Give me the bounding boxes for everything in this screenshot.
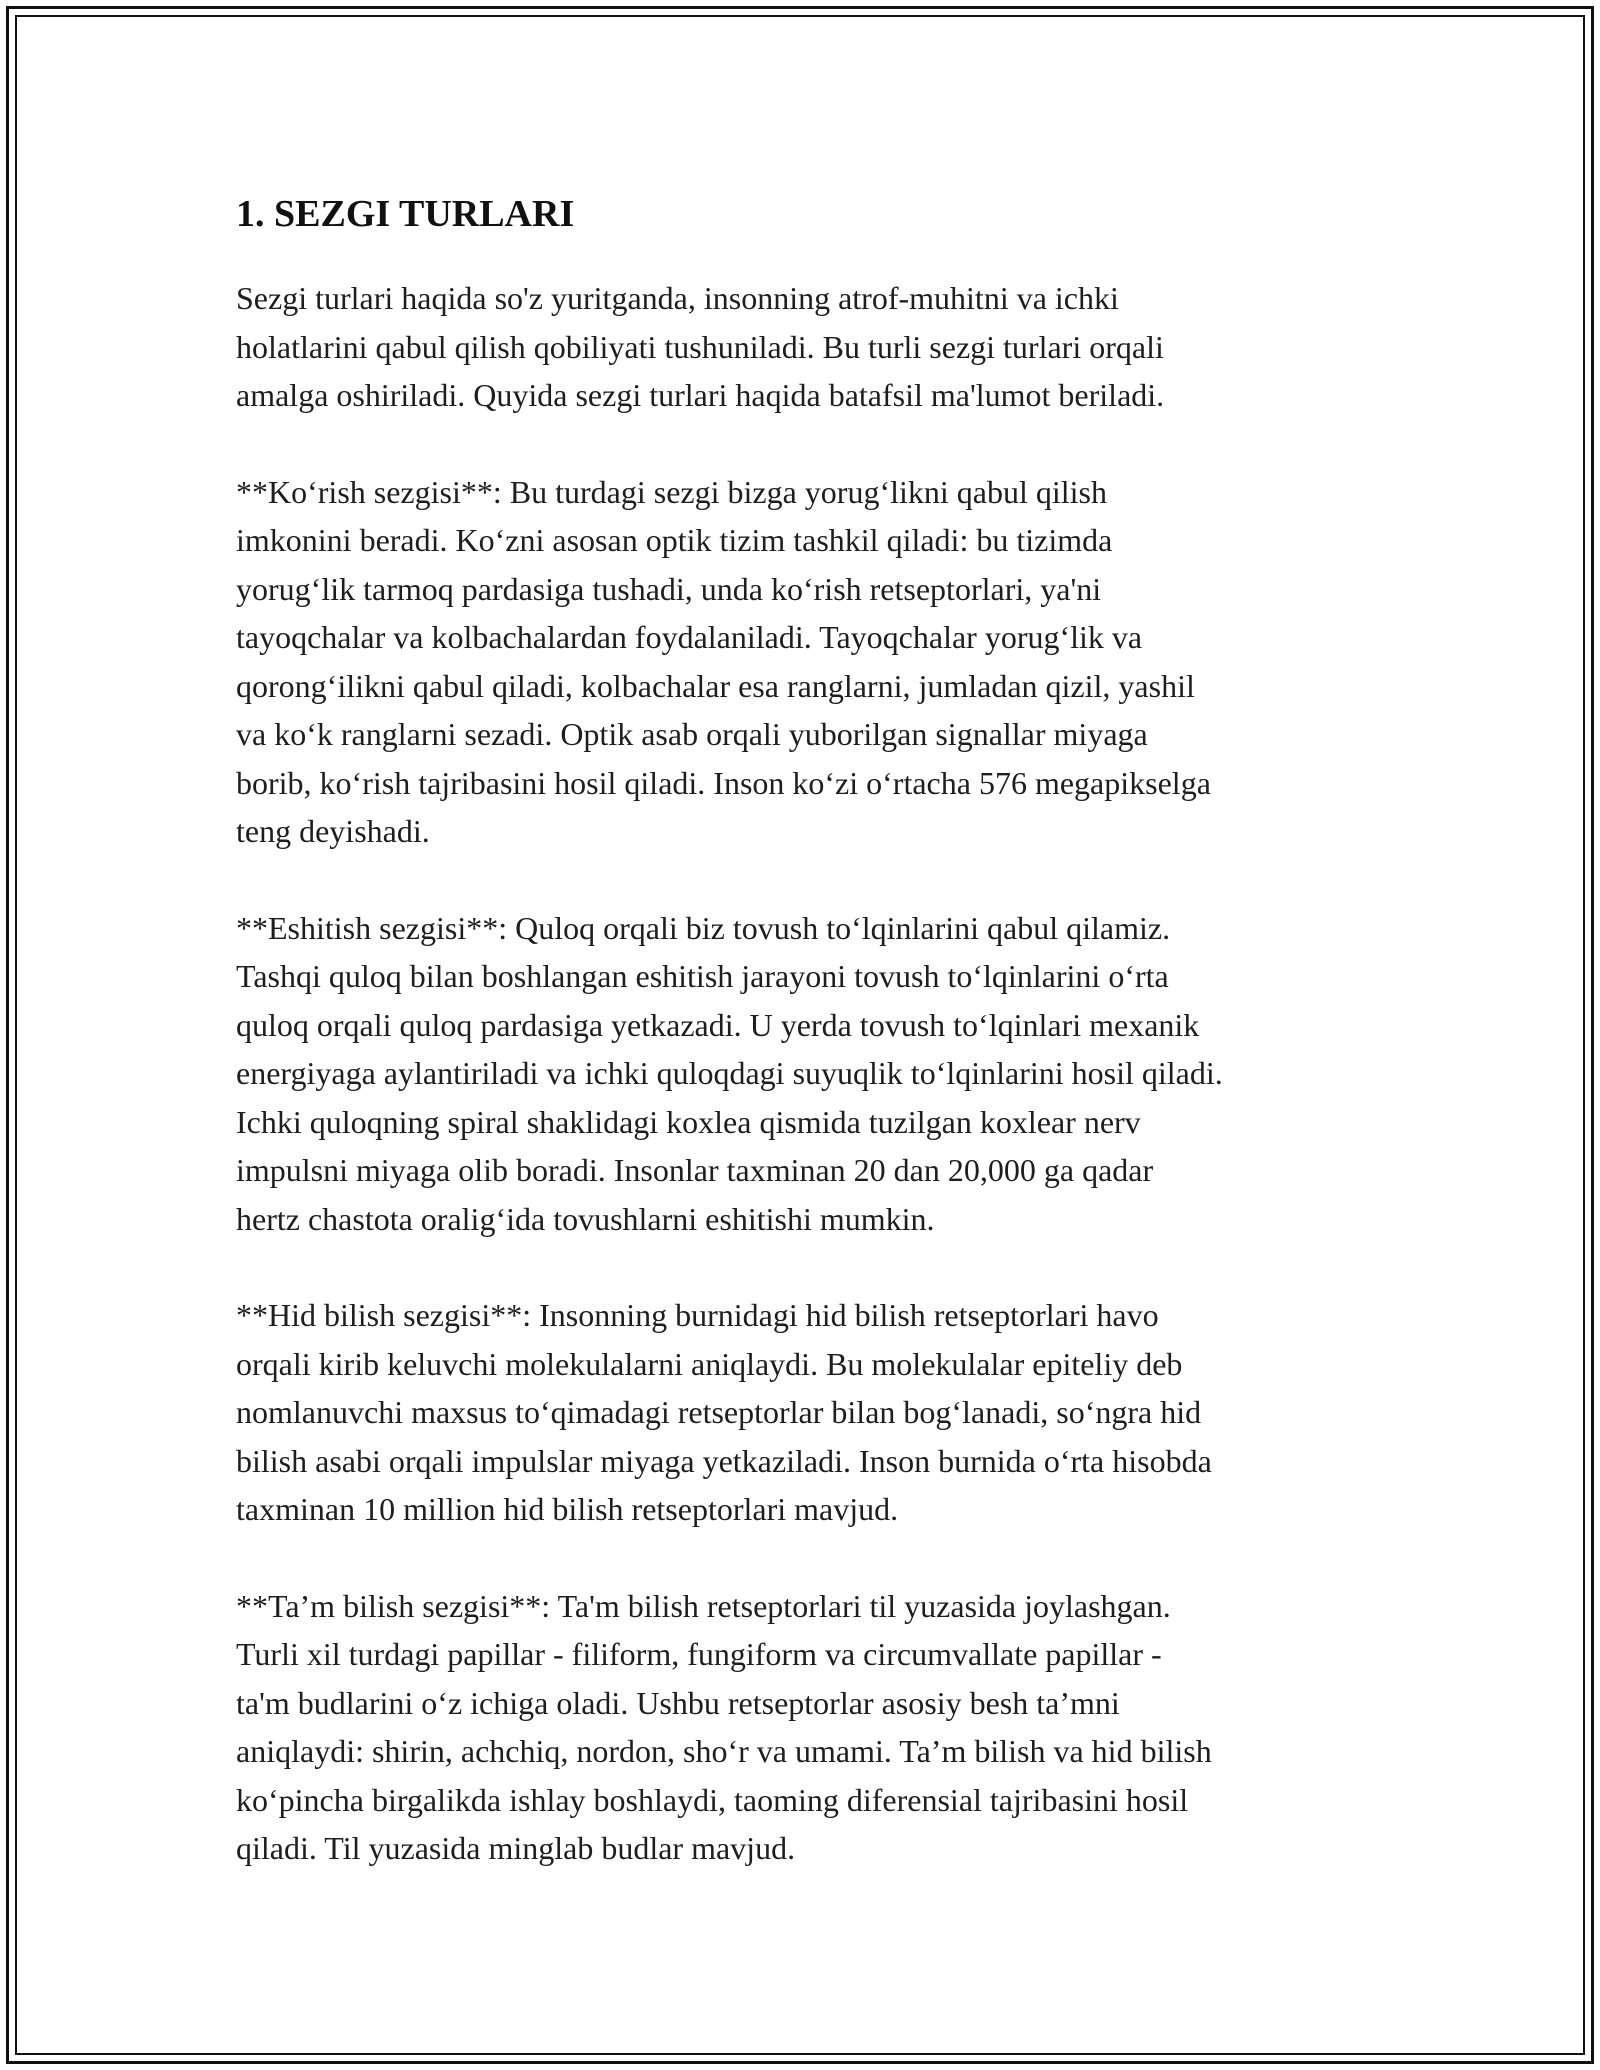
paragraph-line: quloq orqali quloq pardasiga yetkazadi. U yerda tovush toʻlqinlari mexanik (236, 1006, 1200, 1043)
paragraph-line: Ichki quloqning spiral shaklidagi koxlea qismida tuzilgan koxlear nerv (236, 1103, 1141, 1140)
smell-paragraph (236, 1291, 1376, 1534)
hearing-paragraph (236, 904, 1376, 1244)
paragraph-line: teng deyishadi. (236, 813, 430, 849)
paragraph-line: va koʻk ranglarni sezadi. Optik asab orqali yuborilgan signallar miyaga (236, 716, 1148, 752)
paragraph-line: **Hid bilish sezgisi**: Insonning burnidagi hid bilish retseptorlari havo (236, 1297, 1159, 1333)
paragraph-line: ta'm budlarini oʻz ichiga oladi. Ushbu retseptorlar asosiy besh ta’mni (236, 1684, 1120, 1721)
paragraph-line: impulsni miyaga olib boradi. Insonlar taxminan 20 dan 20,000 ga qadar (236, 1152, 1154, 1188)
paragraph-line: **Eshitish sezgisi**: Quloq orqali biz tovush toʻlqinlarini qabul qilamiz. (236, 909, 1171, 946)
paragraph-line: yorugʻlik tarmoq pardasiga tushadi, unda koʻrish retseptorlari, ya'ni (236, 570, 1102, 607)
paragraph-line: koʻpincha birgalikda ishlay boshlaydi, taoming diferensial tajribasini hosil (236, 1781, 1189, 1818)
paragraph-line: holatlarini qabul qilish qobiliyati tushuniladi. Bu turli sezgi turlari orqali (236, 328, 1164, 365)
paragraph-line: tayoqchalar va kolbachalardan foydalaniladi. Tayoqchalar yorugʻlik va (236, 619, 1143, 655)
paragraph-line: energiyaga aylantiriladi va ichki quloqdagi suyuqlik toʻlqinlarini hosil qiladi. (236, 1055, 1223, 1091)
paragraph-line: amalga oshiriladi. Quyida sezgi turlari haqida batafsil ma'lumot beriladi. (236, 377, 1165, 413)
paragraph-line: hertz chastota oraligʻida tovushlarni eshitishi mumkin. (236, 1200, 935, 1237)
taste-paragraph (236, 1582, 1376, 1873)
paragraph-line: qorongʻilikni qabul qiladi, kolbachalar esa ranglarni, jumladan qizil, yashil (236, 667, 1195, 704)
paragraph-line: orqali kirib keluvchi molekulalarni aniqlaydi. Bu molekulalar epiteliy deb (236, 1345, 1183, 1382)
paragraph-line: Turli xil turdagi papillar - filiform, fungiform va circumvallate papillar - (236, 1636, 1162, 1672)
paragraph-line: **Ta’m bilish sezgisi**: Ta'm bilish retseptorlari til yuzasida joylashgan. (236, 1587, 1171, 1624)
paragraph-line: bilish asabi orqali impulslar miyaga yetkaziladi. Inson burnida oʻrta hisobda (236, 1442, 1212, 1479)
vision-paragraph (236, 468, 1376, 856)
paragraph-line: **Koʻrish sezgisi**: Bu turdagi sezgi bizga yorugʻlikni qabul qilish (236, 473, 1107, 510)
paragraph-line: taxminan 10 million hid bilish retseptorlari mavjud. (236, 1491, 899, 1527)
paragraph-line: borib, koʻrish tajribasini hosil qiladi. Inson koʻzi oʻrtacha 576 megapikselga (236, 764, 1211, 801)
intro-paragraph (236, 274, 1376, 420)
document-body (236, 186, 1376, 1921)
paragraph-line: aniqlaydi: shirin, achchiq, nordon, shoʻr va umami. Ta’m bilish va hid bilish (236, 1733, 1212, 1769)
section-heading: 1. SEZGI TURLARI (236, 193, 575, 235)
paragraph-line: imkonini beradi. Koʻzni asosan optik tizim tashkil qiladi: bu tizimda (236, 522, 1113, 558)
paragraph-line: nomlanuvchi maxsus toʻqimadagi retseptorlar bilan bogʻlanadi, soʻngra hid (236, 1394, 1202, 1430)
paragraph-line: Sezgi turlari haqida so'z yuritganda, insonning atrof-muhitni va ichki (236, 280, 1119, 316)
paragraph-line: qiladi. Til yuzasida minglab budlar mavjud. (236, 1830, 796, 1866)
paragraph-line: Tashqi quloq bilan boshlangan eshitish jarayoni tovush toʻlqinlarini oʻrta (236, 958, 1169, 994)
